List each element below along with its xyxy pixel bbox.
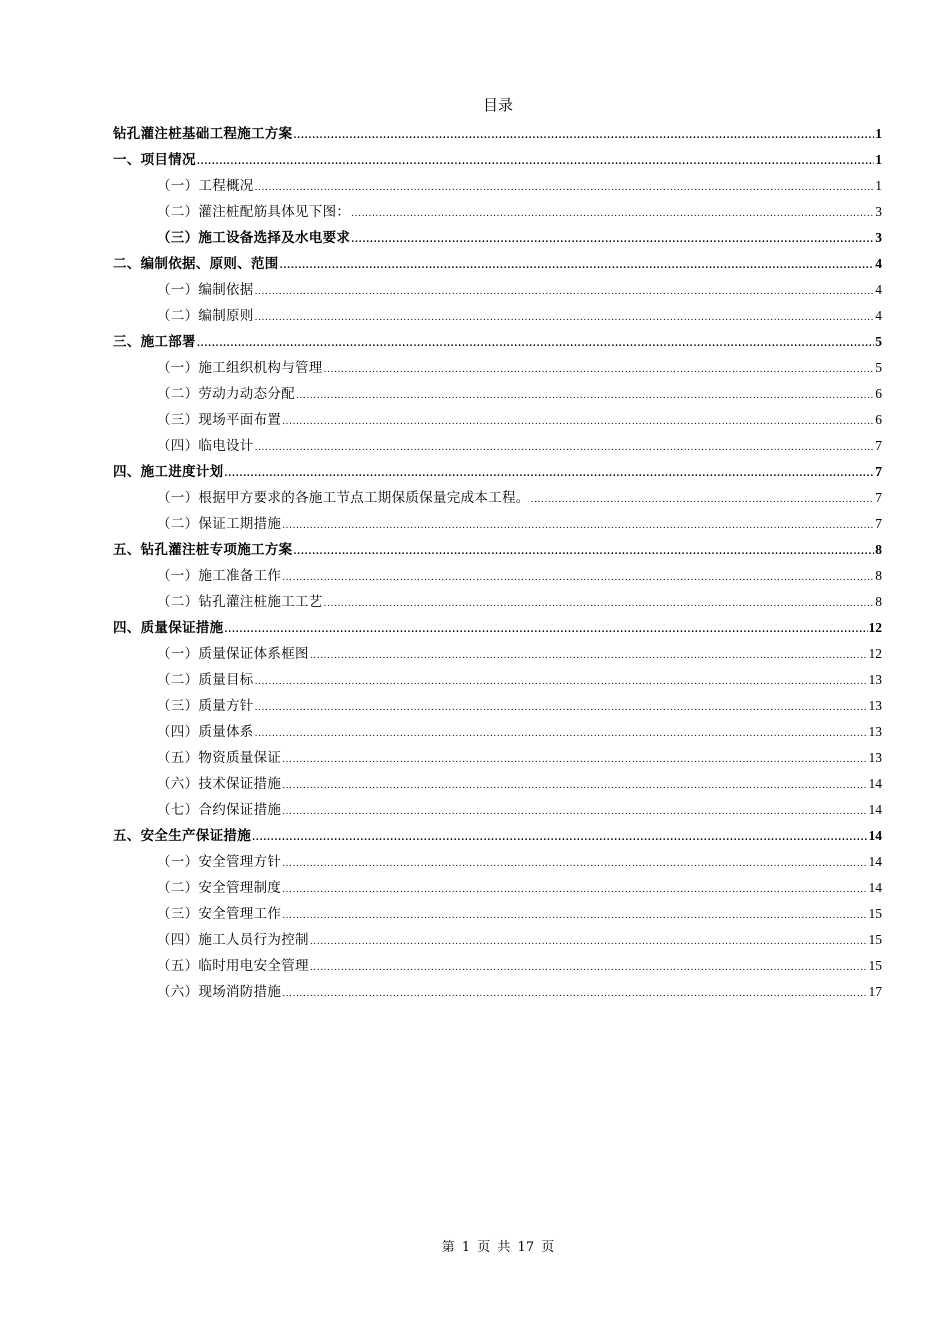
toc-entry-text: （二）编制原则 bbox=[157, 308, 254, 324]
toc-entry-text: 三、施工部署 bbox=[113, 334, 196, 350]
toc-dot-leader bbox=[351, 227, 874, 253]
toc-entry[interactable] bbox=[113, 355, 882, 381]
toc-entry-page-number: 15 bbox=[868, 958, 882, 973]
toc-entry[interactable] bbox=[113, 173, 882, 199]
toc-dot-leader bbox=[282, 747, 867, 773]
toc-entry-text: （一）根据甲方要求的各施工节点工期保质保量完成本工程。 bbox=[157, 490, 530, 506]
toc-entry-page-number: 5 bbox=[875, 360, 882, 375]
toc-entry-text: （二）钻孔灌注桩施工工艺 bbox=[157, 594, 323, 610]
toc-entry-text: 钻孔灌注桩基础工程施工方案 bbox=[113, 126, 293, 142]
toc-dot-leader bbox=[255, 721, 868, 747]
toc-entry-page-number: 14 bbox=[868, 854, 882, 869]
toc-entry[interactable] bbox=[113, 693, 882, 719]
toc-dot-leader bbox=[197, 331, 874, 357]
toc-entry[interactable] bbox=[113, 641, 882, 667]
toc-entry-text: 四、施工进度计划 bbox=[113, 464, 224, 480]
toc-entry-text: （一）安全管理方针 bbox=[157, 854, 282, 870]
toc-entry-page-number: 1 bbox=[875, 152, 882, 167]
toc-entry-page-number: 14 bbox=[868, 880, 882, 895]
toc-entry-text: （六）现场消防措施 bbox=[157, 984, 282, 1000]
toc-entry-page-number: 6 bbox=[875, 386, 882, 401]
toc-entry[interactable] bbox=[113, 251, 882, 277]
toc-entry-page-number: 13 bbox=[868, 750, 882, 765]
toc-entry[interactable] bbox=[113, 459, 882, 485]
toc-entry-text: 四、质量保证措施 bbox=[113, 620, 224, 636]
toc-dot-leader bbox=[296, 383, 874, 409]
toc-dot-leader bbox=[282, 513, 874, 539]
toc-entry-page-number: 4 bbox=[875, 308, 882, 323]
toc-entry[interactable] bbox=[113, 953, 882, 979]
toc-entry-page-number: 7 bbox=[875, 516, 882, 531]
toc-dot-leader bbox=[282, 565, 874, 591]
toc-entry-page-number: 12 bbox=[868, 646, 882, 661]
toc-entry-page-number: 14 bbox=[868, 828, 882, 843]
toc-dot-leader bbox=[282, 799, 867, 825]
toc-entry-page-number: 1 bbox=[875, 178, 882, 193]
toc-dot-leader bbox=[282, 877, 867, 903]
toc-dot-leader bbox=[255, 435, 875, 461]
toc-entry[interactable] bbox=[113, 667, 882, 693]
toc-dot-leader bbox=[324, 591, 875, 617]
toc-dot-leader bbox=[282, 409, 874, 435]
toc-entry-text: （三）安全管理工作 bbox=[157, 906, 282, 922]
toc-entry-text: （二）劳动力动态分配 bbox=[157, 386, 295, 402]
toc-entry-page-number: 3 bbox=[875, 204, 882, 219]
toc-entry-text: （三）施工设备选择及水电要求 bbox=[157, 230, 351, 246]
toc-entry[interactable] bbox=[113, 927, 882, 953]
toc-entry-page-number: 14 bbox=[868, 802, 882, 817]
toc-dot-leader bbox=[310, 643, 868, 669]
toc-title: 目录 bbox=[482, 96, 513, 114]
toc-dot-leader bbox=[282, 981, 867, 1007]
toc-entry-text: 五、安全生产保证措施 bbox=[113, 828, 251, 844]
toc-entry[interactable] bbox=[113, 797, 882, 823]
toc-dot-leader bbox=[224, 617, 867, 643]
toc-entry-text: 一、项目情况 bbox=[113, 152, 196, 168]
toc-dot-leader bbox=[197, 149, 874, 175]
toc-dot-leader bbox=[255, 695, 868, 721]
toc-entry[interactable] bbox=[113, 745, 882, 771]
toc-entry-text: （三）质量方针 bbox=[157, 698, 254, 714]
toc-entry-page-number: 13 bbox=[868, 672, 882, 687]
toc-dot-leader bbox=[351, 201, 874, 227]
toc-entry-page-number: 17 bbox=[868, 984, 882, 999]
toc-entry-page-number: 12 bbox=[868, 620, 882, 635]
toc-entry[interactable] bbox=[113, 901, 882, 927]
toc-entry[interactable] bbox=[113, 589, 882, 615]
toc-dot-leader bbox=[252, 825, 868, 851]
toc-entry-text: （七）合约保证措施 bbox=[157, 802, 282, 818]
toc-entry[interactable] bbox=[113, 433, 882, 459]
toc-entry-page-number: 8 bbox=[875, 542, 882, 557]
toc-entry[interactable] bbox=[113, 329, 882, 355]
toc-entry-page-number: 8 bbox=[875, 568, 882, 583]
toc-entry-text: （三）现场平面布置 bbox=[157, 412, 282, 428]
toc-entry[interactable] bbox=[113, 719, 882, 745]
toc-entry-page-number: 3 bbox=[875, 230, 882, 245]
toc-entry[interactable] bbox=[113, 537, 882, 563]
toc-entry[interactable] bbox=[113, 875, 882, 901]
toc-entry-text: （一）施工准备工作 bbox=[157, 568, 282, 584]
toc-entry[interactable] bbox=[113, 823, 882, 849]
toc-entry-page-number: 14 bbox=[868, 776, 882, 791]
toc-entry-page-number: 13 bbox=[868, 724, 882, 739]
toc-entry[interactable] bbox=[113, 849, 882, 875]
toc-entry-text: （一）编制依据 bbox=[157, 282, 254, 298]
toc-entry-text: （一）工程概况 bbox=[157, 178, 254, 194]
toc-list bbox=[113, 121, 882, 1005]
toc-dot-leader bbox=[280, 253, 875, 279]
toc-entry-page-number: 7 bbox=[875, 490, 882, 505]
toc-dot-leader bbox=[531, 487, 875, 513]
toc-entry-page-number: 4 bbox=[875, 256, 882, 271]
toc-entry[interactable] bbox=[113, 121, 882, 147]
toc-entry[interactable] bbox=[113, 615, 882, 641]
toc-entry[interactable] bbox=[113, 485, 882, 511]
toc-entry-text: （一）质量保证体系框图 bbox=[157, 646, 309, 662]
toc-entry-text: （四）施工人员行为控制 bbox=[157, 932, 309, 948]
toc-entry[interactable] bbox=[113, 303, 882, 329]
toc-entry[interactable] bbox=[113, 147, 882, 173]
toc-dot-leader bbox=[282, 851, 867, 877]
toc-dot-leader bbox=[282, 903, 867, 929]
toc-entry-text: （六）技术保证措施 bbox=[157, 776, 282, 792]
page-footer: 第 1 页 共 17 页 bbox=[441, 1240, 555, 1255]
toc-entry-text: （五）物资质量保证 bbox=[157, 750, 282, 766]
toc-dot-leader bbox=[293, 539, 874, 565]
toc-entry-text: （二）保证工期措施 bbox=[157, 516, 282, 532]
toc-entry-text: 二、编制依据、原则、范围 bbox=[113, 256, 279, 272]
toc-dot-leader bbox=[310, 955, 868, 981]
toc-entry[interactable] bbox=[113, 511, 882, 537]
toc-entry-page-number: 1 bbox=[875, 126, 882, 141]
toc-entry-page-number: 15 bbox=[868, 932, 882, 947]
toc-entry[interactable] bbox=[113, 563, 882, 589]
toc-entry-text: 五、钻孔灌注桩专项施工方案 bbox=[113, 542, 293, 558]
toc-dot-leader bbox=[224, 461, 874, 487]
toc-entry-page-number: 7 bbox=[875, 438, 882, 453]
toc-entry[interactable] bbox=[113, 979, 882, 1005]
toc-dot-leader bbox=[255, 669, 868, 695]
toc-entry-page-number: 8 bbox=[875, 594, 882, 609]
toc-entry-text: （二）质量目标 bbox=[157, 672, 254, 688]
toc-entry[interactable] bbox=[113, 225, 882, 251]
toc-dot-leader bbox=[324, 357, 875, 383]
toc-dot-leader bbox=[255, 279, 875, 305]
toc-entry-page-number: 13 bbox=[868, 698, 882, 713]
toc-entry-text: （四）临电设计 bbox=[157, 438, 254, 454]
toc-dot-leader bbox=[310, 929, 868, 955]
toc-entry-text: （四）质量体系 bbox=[157, 724, 254, 740]
toc-entry-text: （五）临时用电安全管理 bbox=[157, 958, 309, 974]
toc-entry[interactable] bbox=[113, 381, 882, 407]
toc-entry[interactable] bbox=[113, 407, 882, 433]
toc-entry-text: （一）施工组织机构与管理 bbox=[157, 360, 323, 376]
toc-entry[interactable] bbox=[113, 199, 882, 225]
toc-entry-page-number: 6 bbox=[875, 412, 882, 427]
toc-dot-leader bbox=[293, 123, 874, 149]
toc-dot-leader bbox=[255, 175, 875, 201]
toc-entry[interactable] bbox=[113, 277, 882, 303]
toc-dot-leader bbox=[255, 305, 875, 331]
toc-entry-page-number: 15 bbox=[868, 906, 882, 921]
toc-entry-text: （二）灌注桩配筋具体见下图： bbox=[157, 204, 351, 220]
toc-entry-page-number: 5 bbox=[875, 334, 882, 349]
toc-entry[interactable] bbox=[113, 771, 882, 797]
toc-entry-page-number: 7 bbox=[875, 464, 882, 479]
toc-entry-page-number: 4 bbox=[875, 282, 882, 297]
toc-dot-leader bbox=[282, 773, 867, 799]
toc-entry-text: （二）安全管理制度 bbox=[157, 880, 282, 896]
